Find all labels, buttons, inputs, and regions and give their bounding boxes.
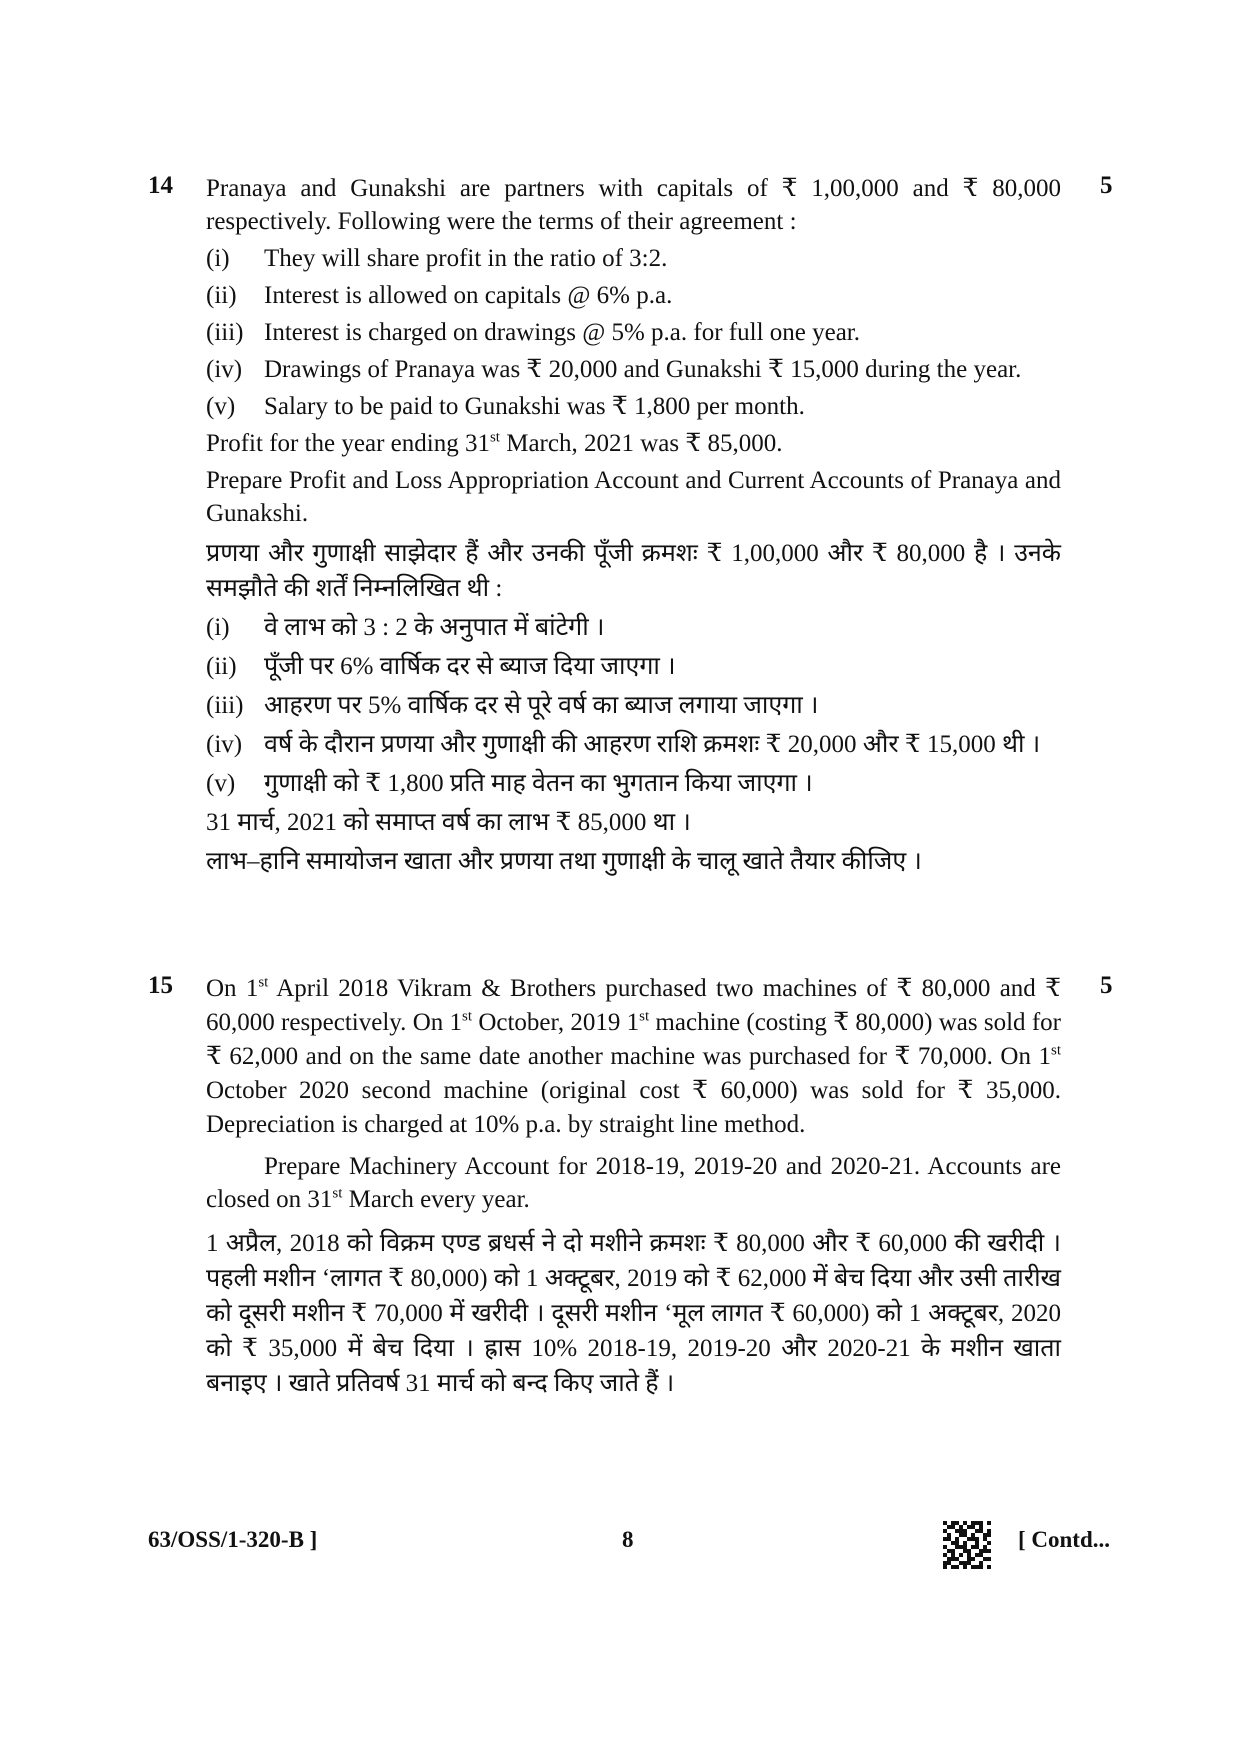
list-item: (i) They will share profit in the ratio of 3:2. bbox=[206, 245, 668, 272]
profit-statement-en: Profit for the year ending 31st March, 2021 was ₹ 85,000. bbox=[206, 429, 783, 457]
list-item: (iii) Interest is charged on drawings @ 5% p.a. for full one year. bbox=[206, 319, 860, 346]
question-paragraph-en: On 1st April 2018 Vikram & Brothers purchased two machines of ₹ 80,000 and ₹ 60,000 respectively. On 1st October, 2019 1st machine (costing ₹ 80,000) was sold for ₹ 62,000 and on the same date another machine was purchased for ₹ 70,000. On 1st October 2020 second machine (original cost ₹ 60,000) was sold for ₹ 35,000. Depreciation is charged at 10% p.a. by straight line method. bbox=[206, 974, 1061, 1138]
list-item: (i) वे लाभ को 3 : 2 के अनुपात में बांटेगी । bbox=[206, 614, 605, 641]
task-statement-en: Prepare Machinery Account for 2018-19, 2019-20 and 2020-21. Accounts are closed on 31st March every year. bbox=[206, 1153, 1061, 1213]
continued-marker: [ Contd... bbox=[1018, 1527, 1111, 1552]
list-item: (v) Salary to be paid to Gunakshi was ₹ 1,800 per month. bbox=[206, 393, 805, 420]
terms-list-en bbox=[206, 242, 1061, 423]
profit-statement-hi: 31 मार्च, 2021 को समाप्त वर्ष का लाभ ₹ 85,000 था । bbox=[206, 809, 691, 836]
question-marks: 5 bbox=[1100, 972, 1113, 999]
task-statement-hi: लाभ–हानि समायोजन खाता और प्रणया तथा गुणाक्षी के चालू खाते तैयार कीजिए । bbox=[206, 848, 922, 875]
list-item: (ii) Interest is allowed on capitals @ 6% p.a. bbox=[206, 282, 673, 309]
terms-list-hi bbox=[206, 610, 1061, 801]
list-item: (v) गुणाक्षी को ₹ 1,800 प्रति माह वेतन का भुगतान किया जाएगा । bbox=[206, 770, 813, 797]
question-body bbox=[206, 972, 1061, 1405]
paper-code: 63/OSS/1-320-B ] bbox=[148, 1527, 318, 1552]
qr-code-icon bbox=[943, 1521, 991, 1569]
question-number: 14 bbox=[148, 172, 173, 199]
question-intro-en: Pranaya and Gunakshi are partners with capitals of ₹ 1,00,000 and ₹ 80,000 respectively. Following were the terms of their agreement : bbox=[206, 175, 1061, 235]
question-paragraph-hi: 1 अप्रैल, 2018 को विक्रम एण्ड ब्रधर्स ने दो मशीने क्रमशः ₹ 80,000 और ₹ 60,000 की खरीदी । पहली मशीन ‘लागत ₹ 80,000) को 1 अक्टूबर, 2019 को ₹ 62,000 में बेच दिया और उसी तारीख को दूसरी मशीन ₹ 70,000 में खरीदी । दूसरी मशीन ‘मूल लागत ₹ 60,000) को 1 अक्टूबर, 2020 को ₹ 35,000 में बेच दिया । ह्रास 10% 2018-19, 2019-20 और 2020-21 के मशीन खाता बनाइए । खाते प्रतिवर्ष 31 मार्च को बन्द किए जाते हैं । bbox=[206, 1230, 1061, 1397]
task-statement-en: Prepare Profit and Loss Appropriation Account and Current Accounts of Pranaya and Gunakshi. bbox=[206, 467, 1061, 527]
page-number: 8 bbox=[622, 1527, 634, 1552]
question-body bbox=[206, 172, 1061, 883]
list-item: (ii) पूँजी पर 6% वार्षिक दर से ब्याज दिया जाएगा । bbox=[206, 653, 676, 680]
list-item: (iv) वर्ष के दौरान प्रणया और गुणाक्षी की आहरण राशि क्रमशः ₹ 20,000 और ₹ 15,000 थी । bbox=[206, 731, 1041, 758]
question-intro-hi: प्रणया और गुणाक्षी साझेदार हैं और उनकी पूँजी क्रमशः ₹ 1,00,000 और ₹ 80,000 है । उनके समझौते की शर्तें निम्नलिखित थी : bbox=[206, 540, 1061, 602]
question-number: 15 bbox=[148, 972, 173, 999]
list-item: (iii) आहरण पर 5% वार्षिक दर से पूरे वर्ष का ब्याज लगाया जाएगा । bbox=[206, 692, 819, 719]
question-marks: 5 bbox=[1100, 172, 1113, 199]
list-item: (iv) Drawings of Pranaya was ₹ 20,000 and Gunakshi ₹ 15,000 during the year. bbox=[206, 356, 1022, 383]
